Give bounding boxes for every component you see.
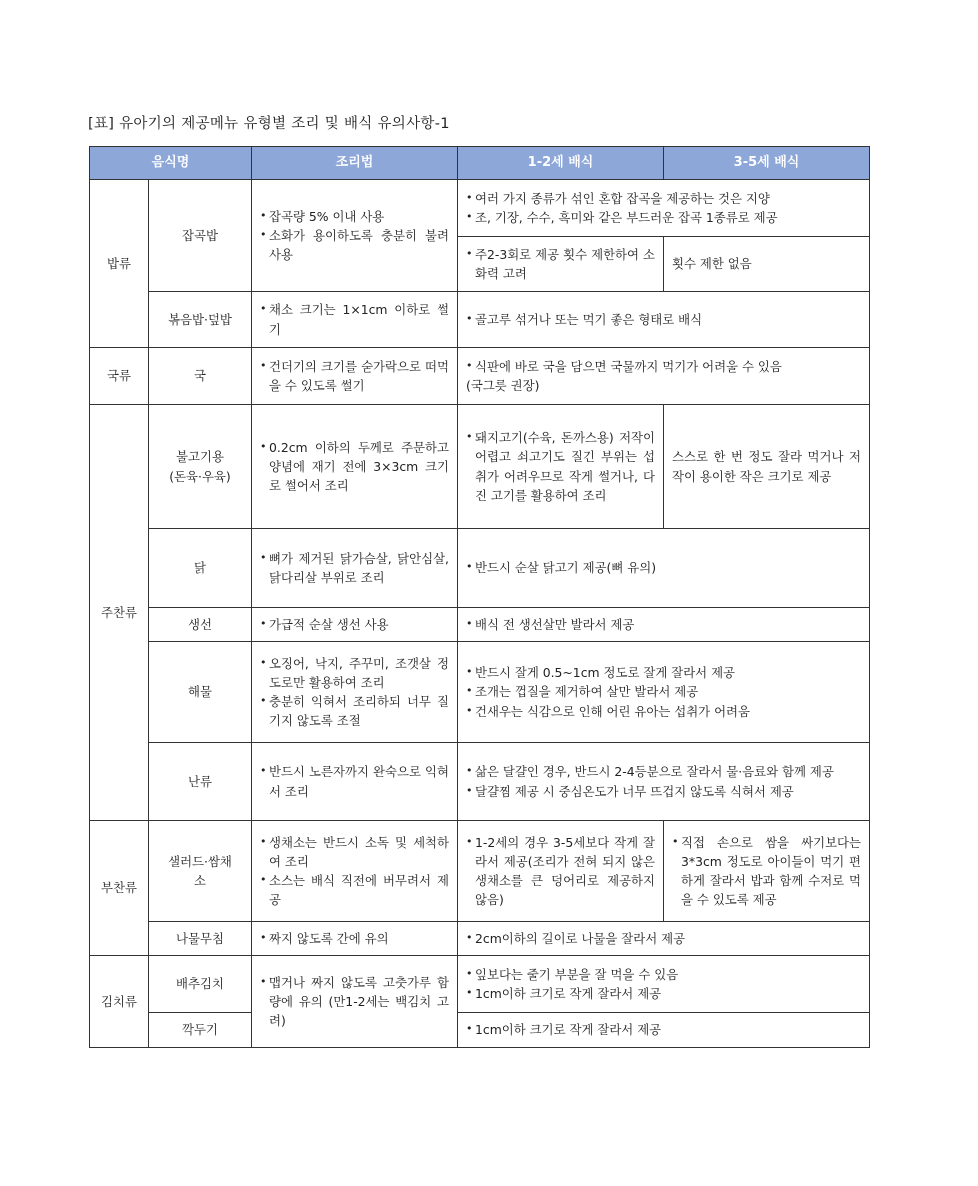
serve-nanryu-line-1: • 삶은 달걀인 경우, 반드시 2-4등분으로 잘라서 물·음료와 함께 제공 <box>466 762 861 781</box>
table-row-bokkeum <box>90 292 870 348</box>
item-namul: 나물무침 <box>149 922 252 956</box>
serve-nanryu <box>458 743 870 821</box>
table-row-dak <box>90 529 870 608</box>
serve-saengseon-line-1: • 배식 전 생선살만 발라서 제공 <box>466 615 861 634</box>
serve-haemul-line-1: • 반드시 잘게 0.5~1cm 정도로 잘게 잘라서 제공 <box>466 663 861 682</box>
cooking-kimchi-line-1: • 맵거나 짜지 않도록 고춧가루 함량에 유의 (만1-2세는 백김치 고려) <box>260 973 449 1031</box>
cooking-guk <box>252 348 458 405</box>
header-food-name: 음식명 <box>90 147 252 180</box>
serve-salad-age-3-5 <box>664 821 870 922</box>
serve-baechu-line-1: • 잎보다는 줄기 부분을 잘 먹을 수 있음 <box>466 965 861 984</box>
cooking-haemul <box>252 642 458 743</box>
cooking-salad-line-2: • 소스는 배식 직전에 버무려서 제공 <box>260 871 449 909</box>
item-bulgogi-line-2: (돈육·우육) <box>169 468 231 484</box>
category-side: 부찬류 <box>90 821 149 956</box>
serve-kkakdugi <box>458 1013 870 1048</box>
serve-bulgogi-age-1-2 <box>458 405 664 529</box>
cooking-salad <box>252 821 458 922</box>
serve-nanryu-line-2: • 달걀찜 제공 시 중심온도가 너무 뜨겁지 않도록 식혀서 제공 <box>466 782 861 801</box>
serve-salad-age-3-5-text: • 직접 손으로 쌈을 싸기보다는 3*3cm 정도로 아이들이 먹기 편하게 잘라서 밥과 함께 수저로 먹을 수 있도록 제공 <box>672 833 861 910</box>
serve-japgok-age-1-2-text: • 주2-3회로 제공 횟수 제한하여 소화력 고려 <box>466 245 655 283</box>
cooking-bokkeum <box>252 292 458 348</box>
cooking-japgok <box>252 180 458 292</box>
table-row-haemul <box>90 642 870 743</box>
table-header-row <box>90 147 870 180</box>
serve-salad-age-1-2-text: • 1-2세의 경우 3-5세보다 작게 잘라서 제공(조리가 전혀 되지 않은 생채소를 큰 덩어리로 제공하지 않음) <box>466 833 655 910</box>
category-main: 주찬류 <box>90 405 149 821</box>
cooking-saengseon <box>252 608 458 642</box>
table-row-japgok-1 <box>90 180 870 237</box>
cooking-japgok-line-1: • 잡곡량 5% 이내 사용 <box>260 207 449 226</box>
serve-baechu-line-2: • 1cm이하 크기로 작게 잘라서 제공 <box>466 984 861 1003</box>
item-nanryu: 난류 <box>149 743 252 821</box>
serve-namul <box>458 922 870 956</box>
serve-bulgogi-age-3-5 <box>664 405 870 529</box>
cooking-namul <box>252 922 458 956</box>
serve-baechu <box>458 956 870 1013</box>
cooking-kimchi <box>252 956 458 1048</box>
serve-haemul-line-3: • 건새우는 식감으로 인해 어린 유아는 섭취가 어려움 <box>466 702 861 721</box>
cooking-dak-line-1: • 뼈가 제거된 닭가슴살, 닭안심살, 닭다리살 부위로 조리 <box>260 549 449 587</box>
item-bulgogi-line-1: 불고기용 <box>176 449 224 465</box>
serve-japgok-age-3-5 <box>664 237 870 292</box>
item-bulgogi <box>149 405 252 529</box>
item-dak: 닭 <box>149 529 252 608</box>
serve-saengseon <box>458 608 870 642</box>
cooking-japgok-line-2: • 소화가 용이하도록 충분히 불려 사용 <box>260 226 449 264</box>
serve-bulgogi-age-1-2-text: • 돼지고기(수육, 돈까스용) 저작이 어렵고 쇠고기도 질긴 부위는 섭취가 어려우므로 작게 썰거나, 다진 고기를 활용하여 조리 <box>466 428 655 505</box>
item-guk: 국 <box>149 348 252 405</box>
item-kkakdugi: 깍두기 <box>149 1013 252 1048</box>
cooking-guk-line-1: • 건더기의 크기를 숟가락으로 떠먹을 수 있도록 썰기 <box>260 357 449 395</box>
table-row-kkakdugi <box>90 1013 870 1048</box>
serve-japgok-line-2: • 조, 기장, 수수, 흑미와 같은 부드러운 잡곡 1종류로 제공 <box>466 208 861 227</box>
item-saengseon: 생선 <box>149 608 252 642</box>
cooking-bulgogi-line-1: • 0.2cm 이하의 두께로 주문하고 양념에 재기 전에 3×3cm 크기로 썰어서 조리 <box>260 438 449 496</box>
category-kimchi: 김치류 <box>90 956 149 1048</box>
header-age-1-2: 1-2세 배식 <box>458 147 664 180</box>
serve-guk-line-2: (국그릇 권장) <box>466 378 540 393</box>
serve-haemul-line-2: • 조개는 껍질을 제거하여 살만 발라서 제공 <box>466 682 861 701</box>
table-row-nanryu <box>90 743 870 821</box>
serve-japgok-line-1: • 여러 가지 종류가 섞인 혼합 잡곡을 제공하는 것은 지양 <box>466 189 861 208</box>
item-salad-line-1: 샐러드·쌈채 <box>168 853 232 869</box>
serve-haemul <box>458 642 870 743</box>
table-row-salad <box>90 821 870 922</box>
serve-bulgogi-age-3-5-text: 스스로 한 번 정도 잘라 먹거나 저작이 용이한 작은 크기로 제공 <box>672 449 861 484</box>
header-cooking: 조리법 <box>252 147 458 180</box>
cooking-bokkeum-line-1: • 채소 크기는 1×1cm 이하로 썰기 <box>260 300 449 338</box>
menu-guideline-table <box>89 146 870 1048</box>
serve-kkakdugi-line-1: • 1cm이하 크기로 작게 잘라서 제공 <box>466 1020 861 1039</box>
item-salad-line-2: 소 <box>194 873 206 888</box>
serve-dak <box>458 529 870 608</box>
table-row-baechu <box>90 956 870 1013</box>
serve-namul-line-1: • 2cm이하의 길이로 나물을 잘라서 제공 <box>466 929 861 948</box>
serve-japgok-age-3-5-text: 횟수 제한 없음 <box>672 256 752 272</box>
serve-japgok-age-1-2 <box>458 237 664 292</box>
cooking-haemul-line-2: • 충분히 익혀서 조리하되 너무 질기지 않도록 조절 <box>260 692 449 730</box>
serve-japgok <box>458 180 870 237</box>
category-soup: 국류 <box>90 348 149 405</box>
cooking-nanryu <box>252 743 458 821</box>
item-salad <box>149 821 252 922</box>
item-japgok: 잡곡밥 <box>149 180 252 292</box>
table-row-saengseon <box>90 608 870 642</box>
cooking-namul-line-1: • 짜지 않도록 간에 유의 <box>260 929 449 948</box>
category-rice: 밥류 <box>90 180 149 348</box>
cooking-bulgogi <box>252 405 458 529</box>
table-row-guk <box>90 348 870 405</box>
cooking-salad-line-1: • 생채소는 반드시 소독 및 세척하여 조리 <box>260 833 449 871</box>
cooking-dak <box>252 529 458 608</box>
serve-guk <box>458 348 870 405</box>
serve-salad-age-1-2 <box>458 821 664 922</box>
document-title: [표] 유아기의 제공메뉴 유형별 조리 및 배식 유의사항-1 <box>88 116 450 132</box>
serve-bokkeum-line-1: • 골고루 섞거나 또는 먹기 좋은 형태로 배식 <box>466 310 861 329</box>
header-age-3-5: 3-5세 배식 <box>664 147 870 180</box>
cooking-saengseon-line-1: • 가급적 순살 생선 사용 <box>260 615 449 634</box>
cooking-haemul-line-1: • 오징어, 낙지, 주꾸미, 조갯살 정도로만 활용하여 조리 <box>260 654 449 692</box>
serve-dak-line-1: • 반드시 순살 닭고기 제공(뼈 유의) <box>466 558 861 577</box>
cooking-nanryu-line-1: • 반드시 노른자까지 완숙으로 익혀서 조리 <box>260 762 449 800</box>
item-baechu: 배추김치 <box>149 956 252 1013</box>
table-row-bulgogi <box>90 405 870 529</box>
serve-bokkeum <box>458 292 870 348</box>
serve-guk-line-1: • 식판에 바로 국을 담으면 국물까지 먹기가 어려울 수 있음 <box>466 357 861 376</box>
item-haemul: 해물 <box>149 642 252 743</box>
table-row-namul <box>90 922 870 956</box>
item-bokkeum: 볶음밥·덮밥 <box>149 292 252 348</box>
